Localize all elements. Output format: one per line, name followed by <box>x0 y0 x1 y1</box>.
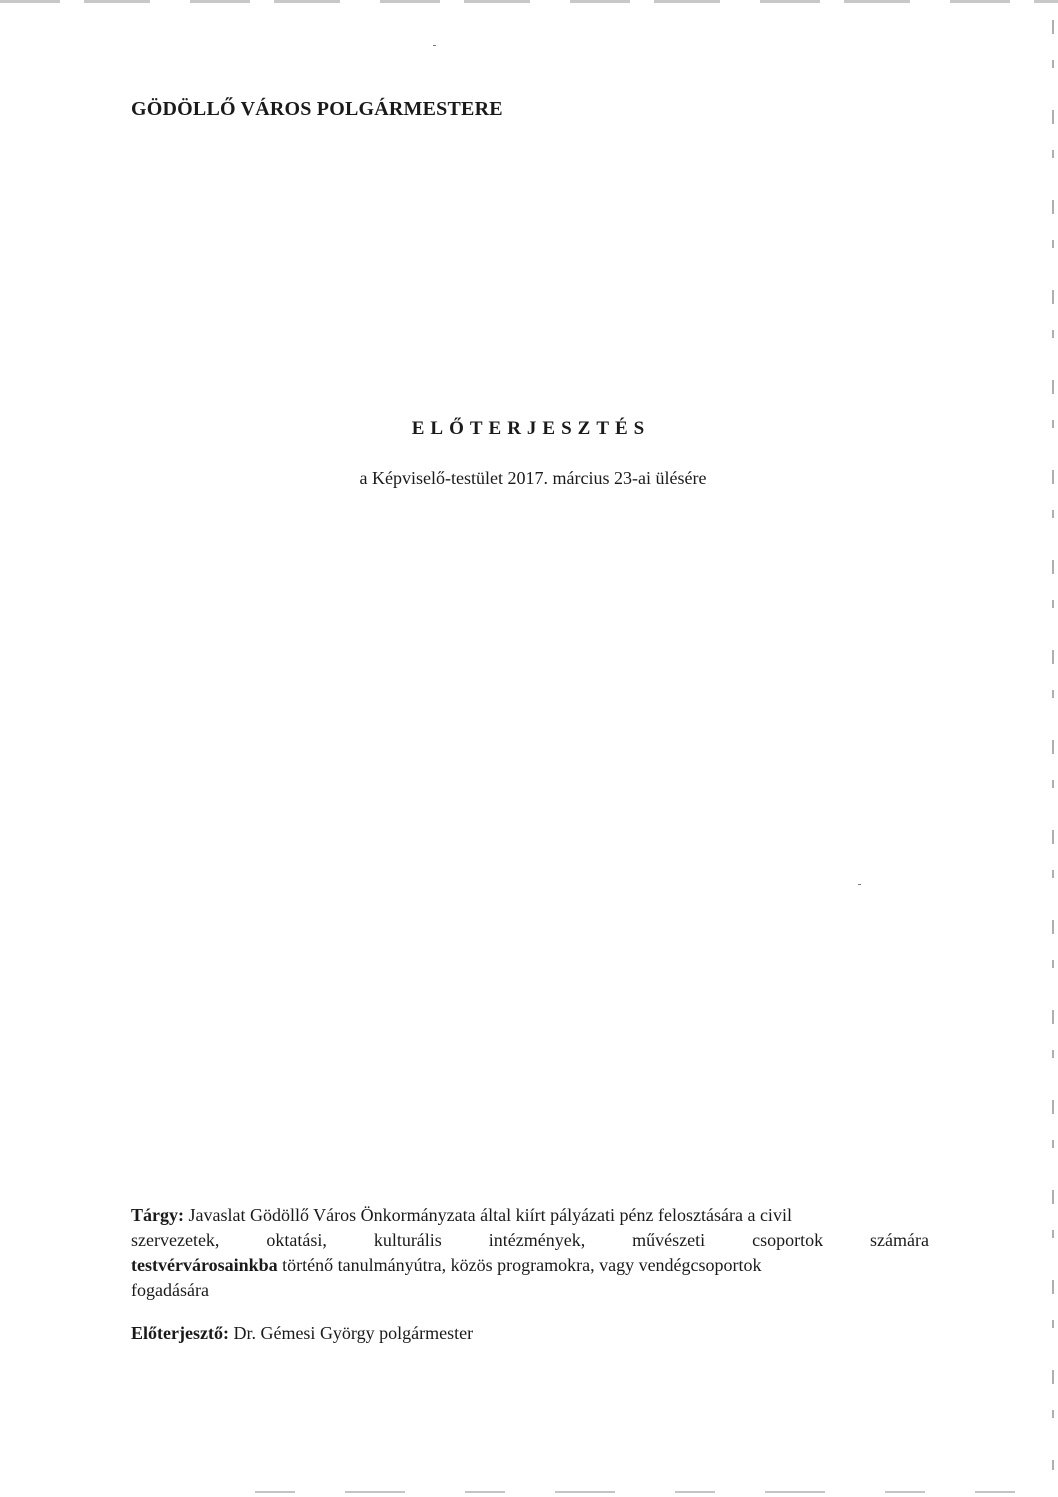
presenter-name: Dr. Gémesi György polgármester <box>233 1323 474 1343</box>
scan-artifact-right <box>1052 20 1054 1470</box>
scan-speck <box>858 884 861 885</box>
subject-emphasis: testvérvárosainkba <box>131 1255 278 1275</box>
scan-speck <box>433 45 436 46</box>
subject-block <box>131 1203 929 1303</box>
subject-line-3 <box>131 1253 929 1278</box>
subject-text-3: történő tanulmányútra, közös programokra, vagy vendégcsoportok <box>282 1255 762 1275</box>
subject-word: kulturális <box>373 1230 442 1250</box>
subject-line-2 <box>131 1228 929 1253</box>
subject-word: oktatási, <box>266 1230 327 1250</box>
subject-label: Tárgy: <box>131 1205 184 1225</box>
subject-word: szervezetek, <box>131 1230 220 1250</box>
scan-artifact-bottom <box>255 1491 1015 1493</box>
presenter-line <box>131 1323 473 1344</box>
scan-artifact-top <box>0 0 1058 3</box>
subject-word: csoportok <box>752 1230 824 1250</box>
subject-text-1: Javaslat Gödöllő Város Önkormányzata által kiírt pályázati pénz felosztására a civil <box>188 1205 792 1225</box>
subject-word: művészeti <box>632 1230 706 1250</box>
presenter-label: Előterjesztő: <box>131 1323 229 1343</box>
document-title: ELŐTERJESZTÉS <box>411 418 651 439</box>
subject-word: intézmények, <box>488 1230 586 1250</box>
subject-word: számára <box>870 1230 929 1250</box>
document-subtitle: a Képviselő-testület 2017. március 23-ai ülésére <box>359 468 707 488</box>
issuer-heading: GÖDÖLLŐ VÁROS POLGÁRMESTERE <box>131 98 503 120</box>
subject-line-1 <box>131 1203 929 1228</box>
subject-line-4: fogadására <box>131 1280 209 1300</box>
